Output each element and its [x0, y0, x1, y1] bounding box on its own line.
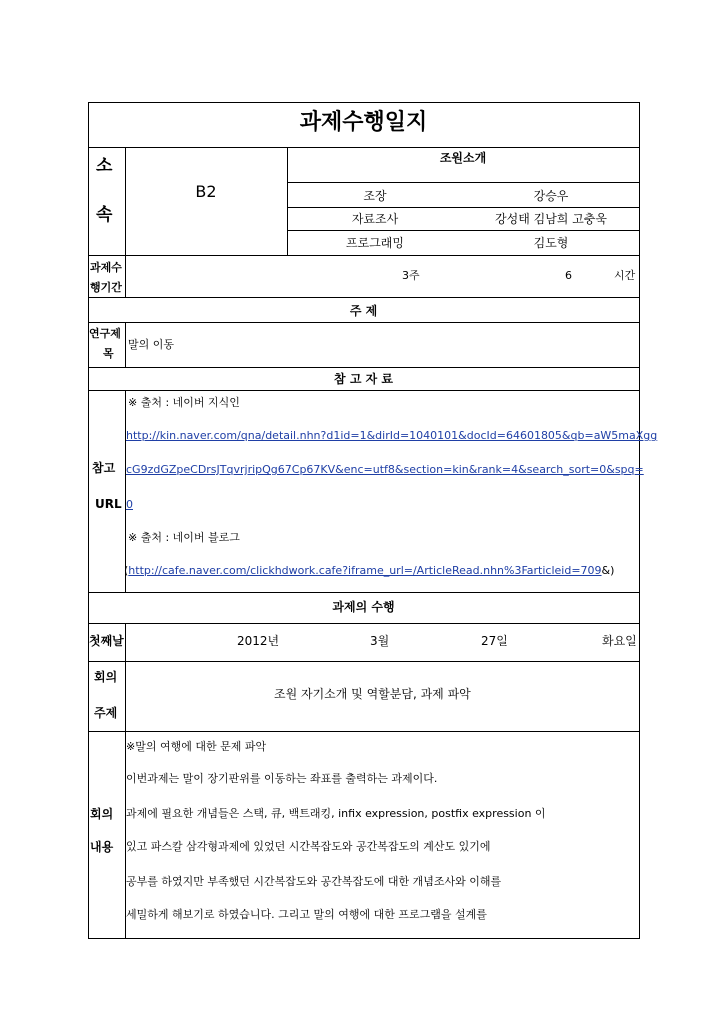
affiliation-value: B2: [195, 182, 217, 201]
team-role: 조장: [363, 189, 387, 203]
reference-link[interactable]: cG9zdGZpeCDrsJTqvrjripQg67Cp67KV&enc=utf8&section=kin&rank=4&search_sort=0&spq=: [126, 463, 644, 476]
team-role: 자료조사: [351, 212, 399, 226]
affiliation-label: 속: [96, 205, 113, 225]
date-day: 27일: [481, 634, 508, 648]
reference-paren: (: [124, 564, 129, 577]
references-label: 참고: [92, 461, 116, 475]
execution-header: 과제의 수행: [332, 600, 395, 614]
topic-header: 주 제: [349, 304, 378, 318]
topic-value: 말의 이동: [128, 338, 175, 351]
team-role: 프로그래밍: [346, 236, 404, 250]
period-hours-unit: 시간: [614, 269, 636, 282]
topic-label: 목: [103, 347, 114, 360]
team-header: 조원소개: [439, 151, 487, 165]
reference-source: ※ 출처 : 네이버 지식인: [128, 396, 240, 409]
topic-label: 연구제: [89, 327, 121, 340]
period-label: 과제수: [90, 261, 122, 274]
content-line: ※말의 여행에 대한 문제 파악: [126, 740, 267, 753]
content-line: 있고 파스칼 삼각형과제에 있었던 시간복잡도와 공간복잡도의 계산도 있기에: [126, 840, 491, 853]
period-weeks: 3주: [402, 269, 420, 282]
date-month: 3월: [370, 634, 390, 648]
reference-link-line: [124, 565, 614, 576]
reference-source: ※ 출처 : 네이버 블로그: [128, 531, 240, 544]
meeting-content-label: 내용: [90, 840, 114, 854]
period-label: 행기간: [90, 281, 122, 294]
day-label: 첫째날: [89, 634, 124, 648]
references-label: URL: [95, 497, 122, 511]
team-names: 강성태 김남희 고충욱: [495, 212, 607, 226]
content-line: 과제에 필요한 개념들은 스택, 큐, 백트래킹, infix expression, postfix expression 이: [126, 807, 546, 820]
team-names: 강승우: [533, 189, 569, 203]
reference-link[interactable]: http://cafe.naver.com/clickhdwork.cafe?iframe_url=/ArticleRead.nhn%3Farticleid=709: [128, 564, 602, 577]
reference-link[interactable]: 0: [126, 498, 133, 511]
period-hours-value: 6: [565, 269, 572, 282]
date-year: 2012년: [237, 634, 280, 648]
references-header: 참 고 자 료: [334, 372, 393, 386]
meeting-topic: 조원 자기소개 및 역할분담, 과제 파악: [274, 687, 471, 701]
meeting-topic-label: 회의: [94, 670, 118, 684]
reference-link[interactable]: http://kin.naver.com/qna/detail.nhn?d1id=1&dirId=1040101&docId=64601805&qb=aW5maXgg: [126, 429, 658, 442]
date-weekday: 화요일: [602, 634, 637, 648]
affiliation-label: 소: [96, 156, 113, 176]
meeting-content-label: 회의: [90, 807, 114, 821]
content-line: 세밀하게 해보기로 하였습니다. 그리고 말의 여행에 대한 프로그램을 설계를: [126, 908, 487, 921]
team-names: 김도형: [533, 236, 569, 250]
content-line: 이번과제는 말이 장기판위를 이동하는 좌표를 출력하는 과제이다.: [126, 772, 438, 785]
doc-title: 과제수행일지: [299, 110, 428, 135]
meeting-topic-label: 주제: [94, 706, 118, 720]
reference-paren: &): [601, 564, 615, 577]
content-line: 공부를 하였지만 부족했던 시간복잡도와 공간복잡도에 대한 개념조사와 이해를: [126, 875, 502, 888]
